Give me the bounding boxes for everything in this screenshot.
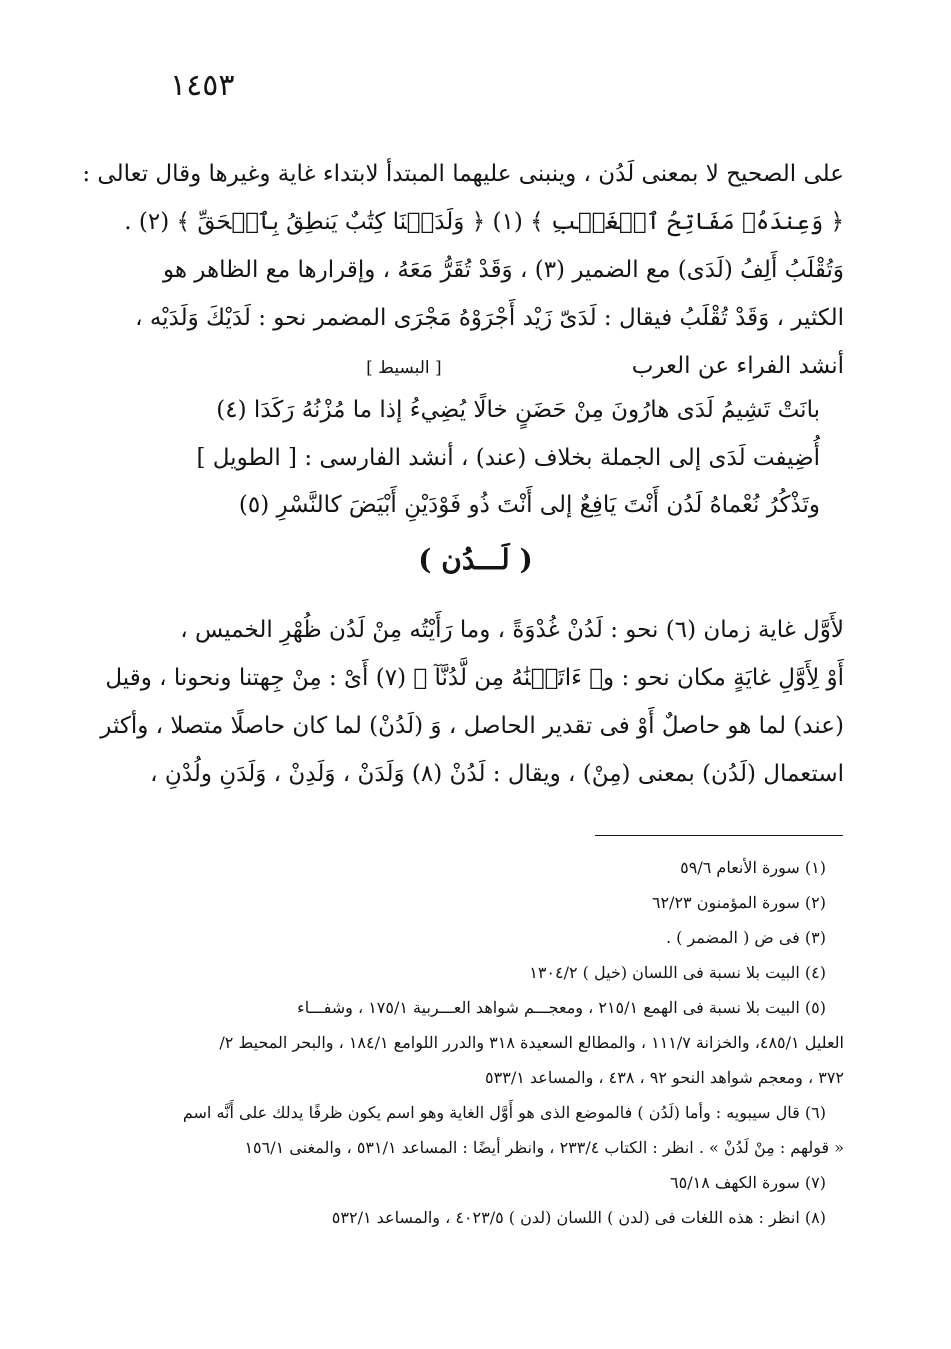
footnote: (٢) سورة المؤمنون ٦٢/٢٣ [651, 893, 826, 912]
text-line: ﴿ وَعِندَهُۥ مَفَاتِحُ ٱلۡغَيۡبِ ﴾ (١) ﴿ وَلَدَيۡنَا كِتَٰبٌ يَنطِقُ بِٱلۡحَقِّ ﴾ (٢) . [124, 209, 844, 235]
text-line: الكثير ، وَقَدْ تُقْلَبُ فيقال : لَدَىّ زَيْد أَجْرَوْهُ مَجْرَى المضمر نحو : لَدَيْكَ وَلَدَيْه ، [135, 305, 844, 331]
verse-line: وتَذْكُرُ نُعْماهُ لَدُن أَنْتَ يَافِعٌ إلى أَنْتَ ذُو فَوْدَيْنِ أَبْيَضَ كالنَّسْرِ (٥) [238, 492, 820, 518]
footnote: (٦) قال سيبويه : وأما (لَدُن ) فالموضع الذى هو أَوَّل الغاية وهو اسم يكون ظرفًا يدلك على أَنَّه اسم [182, 1103, 826, 1122]
text-line: وَتُقْلَبُ أَلِفُ (لَدَى) مع الضمير (٣) ، وَقَدْ تُقَرُّ مَعَهُ ، وإقرارها مع الظاهر هو [162, 257, 844, 283]
text-fragment: أنشد الفراء عن العرب [631, 353, 844, 379]
footnote: (٥) البيت بلا نسبة فى الهمع ٢١٥/١ ، ومعجـــم شواهد العـــربية ١٧٥/١ ، وشفـــاء [297, 998, 826, 1017]
text-line: على الصحيح لا بمعنى لَدُن ، وينبنى عليهما المبتدأ لابتداء غاية وغيرها وقال تعالى : [82, 161, 844, 187]
footnote-continuation: العليل ٤٨٥/١، والخزانة ١١١/٧ ، والمطالع السعيدة ٣١٨ والدرر اللوامع ١٨٤/١ ، والبحر المحيط ٢/ [219, 1033, 844, 1052]
verse-line: بانَتْ تَشِيمُ لَدَى هارُونَ مِنْ حَضَنٍ خالًا يُضِيءُ إذا ما مُزْنُهُ رَكَدَا (٤) [216, 397, 820, 423]
text-line: لأَوَّل غاية زمان (٦) نحو : لَدُنْ غُدْوَةً ، وما رَأَيْتُه مِنْ لَدُن ظُهْرِ الخميس ، [180, 617, 844, 643]
text-line: (عند) لما هو حاصلٌ أَوْ فى تقدير الحاصل ، وَ (لَدُنْ) لما كان حاصلًا متصلا ، وأكثر [100, 713, 844, 739]
text-line: أُضِيفت لَدَى إلى الجملة بخلاف (عند) ، أنشد الفارسى : [ الطويل ] [196, 445, 820, 471]
main-text-top [82, 150, 844, 392]
footnote: (٧) سورة الكهف ٦٥/١٨ [670, 1173, 826, 1192]
text-line: استعمال (لَدُن) بمعنى (مِنْ) ، ويقال : لَدُنْ (٨) وَلَدَنْ ، وَلَدِنْ ، وَلَدَنِ ولُدْنِ ، [150, 761, 844, 787]
footnote-continuation: « قولهم : مِنْ لَدُنْ » . انظر : الكتاب ٢٣٣/٤ ، وانظر أيضًا : المساعد ٥٣١/١ ، والمغنى ١٥٦/١ [244, 1138, 844, 1157]
main-text-bottom [100, 606, 844, 798]
footnote-divider [595, 835, 843, 836]
footnote: (٣) فى ض ( المضمر ) . [665, 928, 826, 947]
footnotes [138, 850, 844, 1235]
text-line [138, 342, 844, 392]
text-line: أَوْ لِأَوَّلِ غايَةٍ مكان نحو : و﴿ ءَاتَيۡنَٰهُ مِن لَّدُنَّآ ﴾ (٧) أَىْ : مِنْ جِهتنا ونحونا ، وقيل [105, 665, 844, 691]
footnote: (٤) البيت بلا نسبة فى اللسان (خيل ) ١٣٠٤/٢ [529, 963, 826, 982]
section-heading: ( لَـــدُن ) [418, 543, 533, 576]
page-number: ١٤٥٣ [170, 68, 235, 103]
meter-label: [ البسيط ] [366, 358, 442, 378]
footnote: (١) سورة الأنعام ٥٩/٦ [680, 858, 826, 877]
footnote: (٨) انظر : هذه اللغات فى (لدن ) اللسان (لدن ) ٤٠٢٣/٥ ، والمساعد ٥٣٢/١ [331, 1208, 826, 1227]
footnote-continuation: ٣٧٢ ، ومعجم شواهد النحو ٩٢ ، ٤٣٨ ، والمساعد ٥٣٣/١ [485, 1068, 844, 1087]
